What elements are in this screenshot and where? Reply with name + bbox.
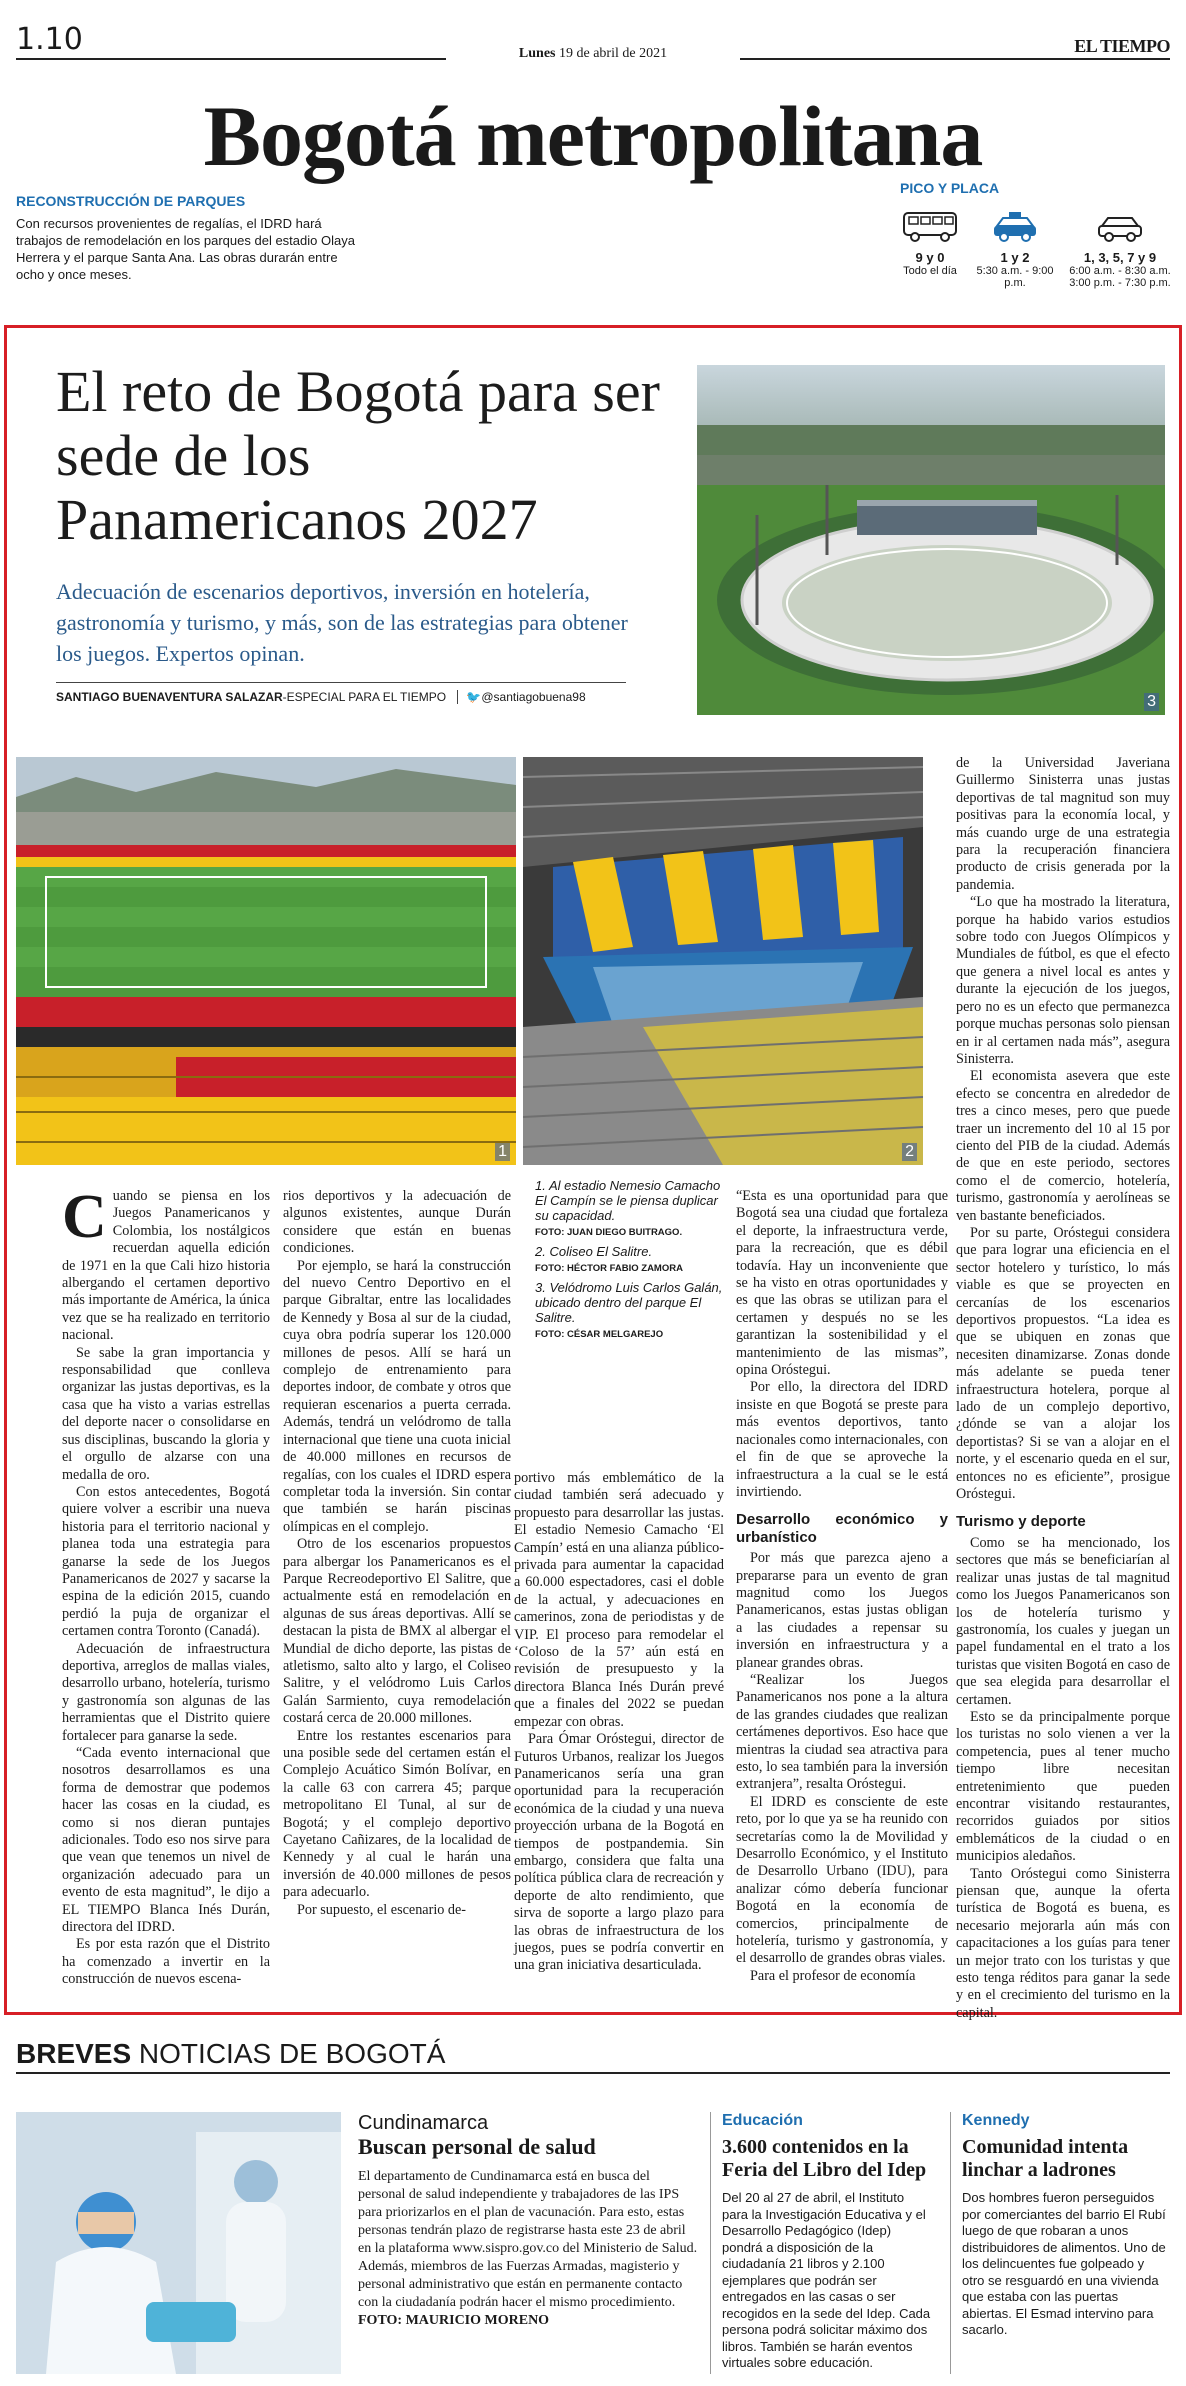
- article-column-1: Cuando se piensa en los Juegos Panamericanos y Colombia, los nostálgicos recuerdan aquella edición de 1971 en la que Cali hizo historia albergando el certamen deportivo más importante de América, la única vez que se ha realizado en territorio nacional. Se sabe la gran importancia y responsabilidad que conlleva organizar las justas deportivas, es la casa que ha visto a varias estrellas del deporte nacer o consolidarse en sus disciplinas, buscando la gloria y el orgullo de alzarse con una medalla de oro. Con estos antecedentes, Bogotá quiere volver a escribir una nueva historia para el territorio nacional y planea toda una estrategia para ganarse la sede de los Juegos Panamericanos de 2027 y sacarse la espina de la edición 2015, cuando perdió la puja de organizar el certamen contra Toronto (Canadá). Adecuación de infraestructura deportiva, arreglos de mallas viales, desarrollo urbano, hotelería, turismo y gastronomía son algunas de las herramientas que el Distrito quiere fortalecer para ganarse la sede. “Cada evento internacional que nosotros desarrollamos es una forma de demostrar que podemos hacer las cosas en la ciudad, es como si nos dieran puntajes adicionales. Todo eso nos sirve para que vean que tenemos un nivel de organización adecuado para un evento de esta magnitud”, le dijo a EL TIEMPO Blanca Inés Durán, directora del IDRD. Es por esta razón que el Distrito ha comenzado a invertir en la construcción de nuevos escena-: [62, 1183, 271, 1988]
- caption-3: 3. Velódromo Luis Carlos Galán, ubicado dentro del parque El Salitre.: [535, 1280, 723, 1325]
- caption-2: 2. Coliseo El Salitre.: [535, 1244, 653, 1259]
- byline-role: -ESPECIAL PARA EL TIEMPO: [282, 690, 447, 704]
- breves-divider: [710, 2112, 711, 2374]
- breve-title: Buscan personal de salud: [358, 2134, 596, 2159]
- page-number: 1.10: [16, 22, 83, 57]
- breve-cundinamarca: [358, 2112, 698, 2330]
- issue-date: Lunes 19 de abril de 2021: [518, 46, 668, 61]
- pico-placa-bus: 9 y 0 Todo el día: [898, 210, 962, 277]
- bus-icon: [901, 210, 959, 244]
- caption-1-credit: FOTO: JUAN DIEGO BUITRAGO.: [535, 1227, 683, 1238]
- pico-placa-taxi: 1 y 2 5:30 a.m. - 9:00 p.m.: [972, 210, 1058, 289]
- pico-placa-title: PICO Y PLACA: [900, 180, 1000, 196]
- article-column-3: portivo más emblemático de la ciudad también será adecuado y propuesto para desarrollar las justas. El estadio Nemesio Camacho ‘El Campín’ está en una alianza público-privada para aumentar la capacidad a 60.000 espectadores, casi el doble de la actual, y adecuaciones en camerinos, zona de periodistas y de VIP. El proceso para remodelar el ‘Coloso de la 57’ aún está en revisión de presupuesto y la directora Blanca Inés Durán prevé que a finales del 2022 se puedan empezar con obras. Para Ómar Oróstegui, director de Futuros Urbanos, realizar los Juegos Panamericanos sería una gran oportunidad para la recuperación económica de la ciudad y una nueva proyección urbana de la Bogotá en tiempos de postpandemia. Sin embargo, considera que falta una política pública clara de recreación y deporte de alto rendimiento, que sirva de soporte a largo plazo para las obras de infraestructura de los juegos, pues se podría convertir en una gran iniciativa desarticulada.: [514, 1470, 724, 1974]
- photo-number: 3: [1144, 693, 1159, 711]
- caption-1: 1. Al estadio Nemesio Camacho El Campín se le piensa duplicar su capacidad.: [535, 1178, 721, 1223]
- car-icon: [1096, 210, 1144, 244]
- section-title: Bogotá metropolitana: [203, 88, 983, 184]
- photo-captions: [535, 1178, 735, 1346]
- article-deck: Adecuación de escenarios deportivos, inversión en hotelería, gastronomía y turismo, y más, son de las estrategias para obtener los juegos. Expertos opinan.: [56, 579, 628, 666]
- photo-coliseum: [523, 757, 923, 1165]
- top-brief: [16, 193, 356, 283]
- breve-kennedy: [962, 2112, 1170, 2339]
- photo-number: 1: [495, 1143, 510, 1161]
- photo-health-worker: [16, 2112, 341, 2374]
- taxi-icon: [991, 210, 1039, 244]
- article-column-2: rios deportivos y la adecuación de algunos existentes, aunque Durán considere que están en buenas condiciones. Por ejemplo, se hará la construcción del nuevo Centro Deportivo en el parque Gibraltar, entre las localidades de Kennedy y Bosa al sur de la ciudad, cuya obra podría superar los 120.000 millones de pesos. Allí se hará un complejo de entrenamiento para deportes indoor, de combate y otros que requieran escenarios a puerta cerrada. Además, tendrá un velódromo de talla internacional que tiene una cuota inicial de 40.000 millones en recursos de regalías, con los cuales el IDRD espera completar toda la inversión. Sin contar que también se harán piscinas olímpicas en el complejo. Otro de los escenarios propuestos para albergar los Panamericanos es el Parque Recreodeportivo El Salitre, que actualmente está en remodelación en algunas de sus áreas deportivas. Allí se destacan la pista de BMX al albergar el Mundial de dicho deporte, las pistas de atletismo, salto alto y largo, el Coliseo Salitre, y el velódromo Luis Carlos Galán Sarmiento, cuya remodelación costará cerca de 20.000 millones. Entre los restantes escenarios para una posible sede del certamen están el Complejo Acuático Simón Bolívar, en la calle 63 con carrera 45; parque metropolitano El Tunal, al sur de Bogotá; y el complejo deportivo Cayetano Cañizares, de la localidad de Kennedy y al cual le harán una inversión de 40.000 millones de pesos para adecuarlo. Por supuesto, el escenario de-: [283, 1188, 511, 1918]
- breve-section: Cundinamarca: [358, 2112, 489, 2134]
- brief-kicker: RECONSTRUCCIÓN DE PARQUES: [16, 193, 246, 209]
- brand-logo: EL TIEMPO: [1074, 36, 1170, 56]
- article-byline: [56, 690, 626, 704]
- breve-text: El departamento de Cundinamarca está en busca del personal de salud independiente y trabajadores de las IPS para priorizarlos en el plan de vacunación. Para esto, estas personas tendrán plazo de registrarse hasta este 23 de abril en la plataforma www.sispro.gov.co del Ministerio de Salud. Además, miembros de las Fuerzas Armadas, magisterio y personal administrativo que están en permanente contacto con la ciudadanía podrán hacer el mismo procedimiento. FOTO: MAURICIO MORENO: [358, 2169, 698, 2328]
- photo-stadium: [16, 757, 516, 1165]
- breve-title: 3.600 contenidos en la Feria del Libro del Idep: [722, 2136, 927, 2181]
- article-column-4: “Esta es una oportunidad para que Bogotá sea una ciudad que fortaleza el deporte, la infraestructura verde, para la recreación, que es débil todavía. Hay un inconveniente que se ha visto en otras oportunidades y es que las obras se utilizan para el certamen y después no se les garantizan la sostenibilidad y el mantenimiento de las mismas”, opina Oróstegui. Por ello, la directora del IDRD insiste en que Bogotá se preste para más eventos deportivos, tanto nacionales como internacionales, con el fin de que se aproveche la infraestructura a la cual se le está invirtiendo. Desarrollo económico y urbanístico Por más que parezca ajeno a prepararse para un evento de gran magnitud como los Juegos Panamericanos, estas justas obligan a las ciudades a repensar su inversión en infraestructura y a planear grandes obras. “Realizar los Juegos Panamericanos nos pone a la altura de las grandes ciudades que realizan certámenes deportivos. Eso hace que mientras la ciudad sea atractiva para esto, lo sea también para la inversión extranjera”, resalta Oróstegui. El IDRD es consciente de este reto, por lo que ya se ha reunido con secretarías como la de Movilidad y Desarrollo Económico, y el Instituto de Desarrollo Urbano (IDU), para analizar cómo debería funcionar Bogotá en la economía de comercios, principalmente de hotelería, turismo y gastronomía, y el desarrollo de grandes obras viales. Para el profesor de economía: [736, 1188, 948, 1984]
- brief-text: Con recursos provenientes de regalías, el IDRD hará trabajos de remodelación en los parques del estadio Olaya Herrera y el parque Santa Ana. Las obras durarán entre ocho y once meses.: [16, 216, 355, 282]
- breve-educacion: [722, 2112, 932, 2372]
- breve-text: Del 20 al 27 de abril, el Instituto para la Investigación Educativa y el Desarrollo Pedagógico (Idep) pondrá a disposición de la ciudadanía 21 libros y 2.100 ejemplares que podrán ser entregados en las casas o ser recogidos en la sede del Idep. Cada persona podrá solicitar máximo dos libros. También se harán eventos virtuales sobre educación.: [722, 2190, 931, 2370]
- breves-divider: [950, 2112, 951, 2374]
- breves-header: BREVES NOTICIAS DE BOGOTÁ: [16, 2038, 446, 2069]
- drop-cap: C: [62, 1183, 107, 1251]
- subhead-turismo: Turismo y deporte: [956, 1513, 1086, 1531]
- breves-rule: [16, 2072, 1170, 2074]
- twitter-icon: 🐦: [466, 690, 482, 704]
- article-headline: El reto de Bogotá para ser sede de los Panamericanos 2027: [56, 359, 660, 552]
- pico-placa-car: 1, 3, 5, 7 y 9 6:00 a.m. - 8:30 a.m. 3:00 p.m. - 7:30 p.m.: [1068, 210, 1172, 289]
- caption-3-credit: FOTO: CÉSAR MELGAREJO: [535, 1329, 664, 1340]
- byline-twitter: 🐦@santiagobuena98: [457, 690, 585, 704]
- article-column-5: de la Universidad Javeriana Guillermo Sinisterra unas justas deportivas de tal magnitud son muy positivas para la economía local, y más cuando urge de una estrategia para la recuperación financiera producto de crisis generada por la pandemia. “Lo que ha mostrado la literatura, porque ha habido varios estudios sobre todo con Juegos Olímpicos y Mundiales de fútbol, es que el efecto que genera a nivel local es antes y durante la ejecución de los juegos, pero no es un efecto que permanezca porque muchas personas solo piensan en ir al certamen nada más”, asegura Sinisterra. El economista asevera que este efecto se concentra en alrededor de tres a cinco meses, pero que puede traer un incremento del 10 al 15 por ciento del PIB de la ciudad. Además de que en este periodo, sectores como el de comercio, hotelería, turismo, gastronomía y aerolíneas se ven bastante beneficiados. Por su parte, Oróstegui considera que para lograr una eficiencia en el sector hotelero y turístico, lo más viable es que se proyecten en cercanías de los escenarios deportivos propuestos. “La idea es que se ubiquen en zonas que necesiten dinamizarse. Zonas donde más adelante se pueda tener infraestructura hotelera, porque al lado de un complejo deportivo, ¿dónde se van a alojar los deportistas? Si se van a alojar en el norte, y el escenario queda en el sur, entonces no es eficiente”, prosigue Oróstegui. Turismo y deporte Como se ha mencionado, los sectores que más se beneficiarían al realizar unas justas de tal magnitud como los Juegos Panamericanos son los de hotelería turismo y gastronomía, los cuales y juegan un papel fundamental en el trato a los turistas que visiten Bogotá en caso de que sea elegida para desarrollar el certamen. Esto se da principalmente porque los turistas no solo vienen a ver la competencia, pues al tener mucho tiempo libre necesitan entretenimiento que pueden encontrar visitando restaurantes, recorridos guiados por sitios emblemáticos de la ciudad o en municipios aledaños. Tanto Oróstegui como Sinisterra piensan que, aunque la oferta turística de Bogotá es buena, es necesario mejorarla aún más con capacitaciones a los guías para tener un mejor trato con los turistas y que esto tenga réditos para ganar la sede y en el crecimiento del turismo en la capital.: [956, 755, 1170, 2021]
- breve-section: Kennedy: [962, 2112, 1030, 2129]
- caption-2-credit: FOTO: HÉCTOR FABIO ZAMORA: [535, 1263, 683, 1274]
- byline-author: SANTIAGO BUENAVENTURA SALAZAR: [56, 690, 283, 704]
- photo-number: 2: [902, 1143, 917, 1161]
- breve-title: Comunidad intenta linchar a ladrones: [962, 2136, 1129, 2181]
- subhead-desarrollo: Desarrollo económico y urbanístico: [736, 1511, 948, 1546]
- breve-text: Dos hombres fueron perseguidos por comerciantes del barrio El Rubí luego de que robaran a unos distribuidores de alimentos. Uno de los delincuentes fue golpeado y otro se resguardó en una vivienda que estaba con las puertas abiertas. El Esmad intervino para sacarlo.: [962, 2190, 1166, 2337]
- photo-velodrome: [697, 365, 1165, 715]
- breve-section: Educación: [722, 2112, 803, 2129]
